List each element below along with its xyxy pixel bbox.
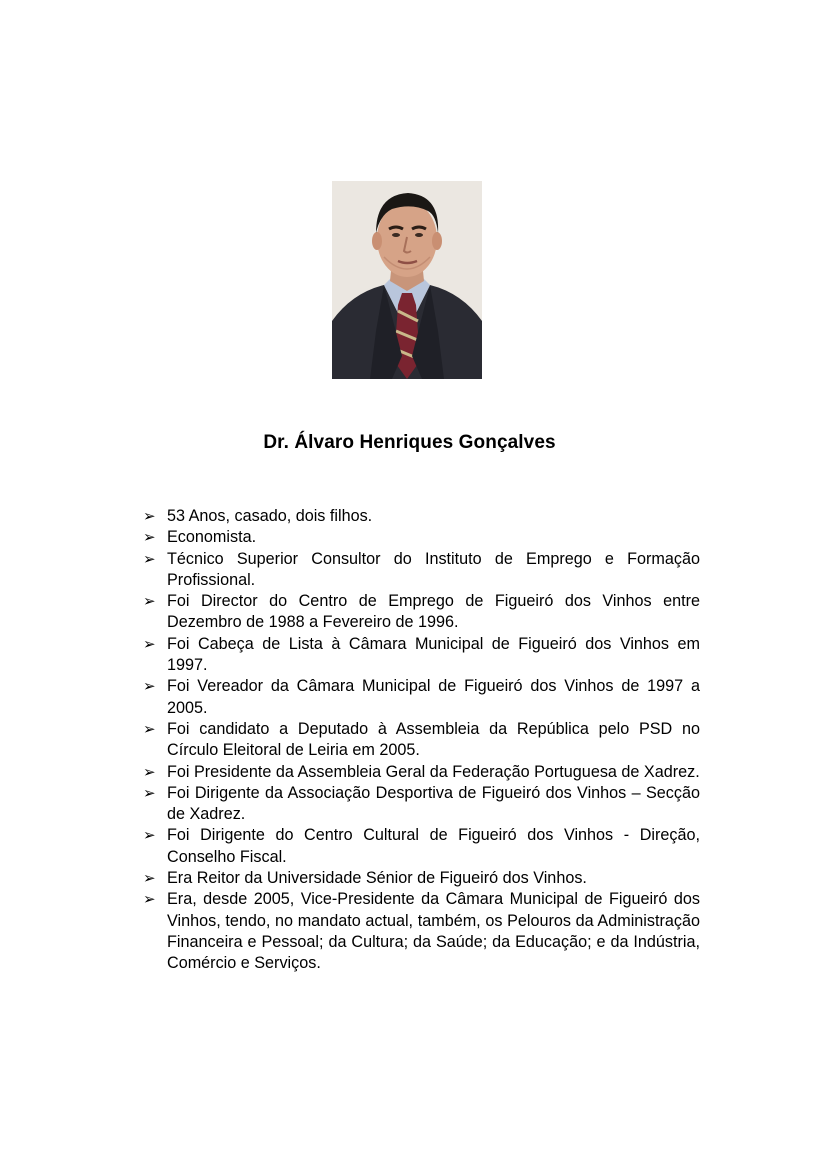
list-item	[143, 527, 700, 548]
list-item-text: Foi Dirigente da Associação Desportiva de Figueiró dos Vinhos – Secção de Xadrez.	[167, 783, 700, 824]
arrow-bullet-icon: ➢	[143, 891, 156, 909]
arrow-bullet-icon: ➢	[143, 678, 156, 696]
list-item	[143, 825, 700, 868]
list-item-text: 53 Anos, casado, dois filhos.	[167, 507, 373, 525]
list-item-text: Foi Vereador da Câmara Municipal de Figueiró dos Vinhos de 1997 a 2005.	[167, 677, 700, 717]
arrow-bullet-icon: ➢	[143, 720, 156, 738]
arrow-bullet-icon: ➢	[143, 635, 156, 653]
list-item-text: Era Reitor da Universidade Sénior de Figueiró dos Vinhos.	[167, 869, 587, 888]
arrow-bullet-icon: ➢	[143, 508, 156, 525]
list-item-text: Foi candidato a Deputado à Assembleia da República pelo PSD no Círculo Eleitoral de Leiria em 2005.	[167, 719, 700, 760]
arrow-bullet-icon: ➢	[143, 550, 156, 568]
list-item	[143, 762, 700, 783]
list-item	[143, 676, 700, 719]
arrow-bullet-icon: ➢	[143, 593, 156, 611]
list-item	[143, 868, 700, 889]
list-item-text: Foi Dirigente do Centro Cultural de Figueiró dos Vinhos - Direção, Conselho Fiscal.	[167, 826, 700, 866]
list-item-text: Foi Presidente da Assembleia Geral da Federação Portuguesa de Xadrez.	[167, 762, 700, 781]
arrow-bullet-icon: ➢	[143, 763, 156, 781]
arrow-bullet-icon: ➢	[143, 784, 156, 802]
person-name: Dr. Álvaro Henriques Gonçalves	[263, 432, 556, 453]
list-item-text: Foi Director do Centro de Emprego de Figueiró dos Vinhos entre Dezembro de 1988 a Fevereiro de 1996.	[167, 592, 700, 632]
list-item-text: Economista.	[167, 528, 257, 547]
list-item	[143, 783, 700, 826]
arrow-bullet-icon: ➢	[143, 529, 156, 547]
arrow-bullet-icon: ➢	[143, 827, 156, 845]
list-item	[143, 506, 700, 527]
list-item	[143, 591, 700, 634]
list-item	[143, 634, 700, 677]
list-item	[143, 719, 700, 762]
list-item	[143, 549, 700, 592]
list-item-text: Foi Cabeça de Lista à Câmara Municipal de Figueiró dos Vinhos em 1997.	[167, 634, 700, 675]
list-item-text: Era, desde 2005, Vice-Presidente da Câmara Municipal de Figueiró dos Vinhos, tendo, no mandato actual, também, os Pelouros da Administração Financeira e Pessoal; da Cultura; da Saúde; da Educação; e da Indústria, Comércio e Serviços.	[167, 890, 700, 973]
arrow-bullet-icon: ➢	[143, 870, 156, 888]
list-item	[143, 889, 700, 974]
list-item-text: Técnico Superior Consultor do Instituto de Emprego e Formação Profissional.	[167, 549, 700, 589]
portrait-photo	[332, 181, 482, 379]
biography-list	[143, 506, 700, 975]
